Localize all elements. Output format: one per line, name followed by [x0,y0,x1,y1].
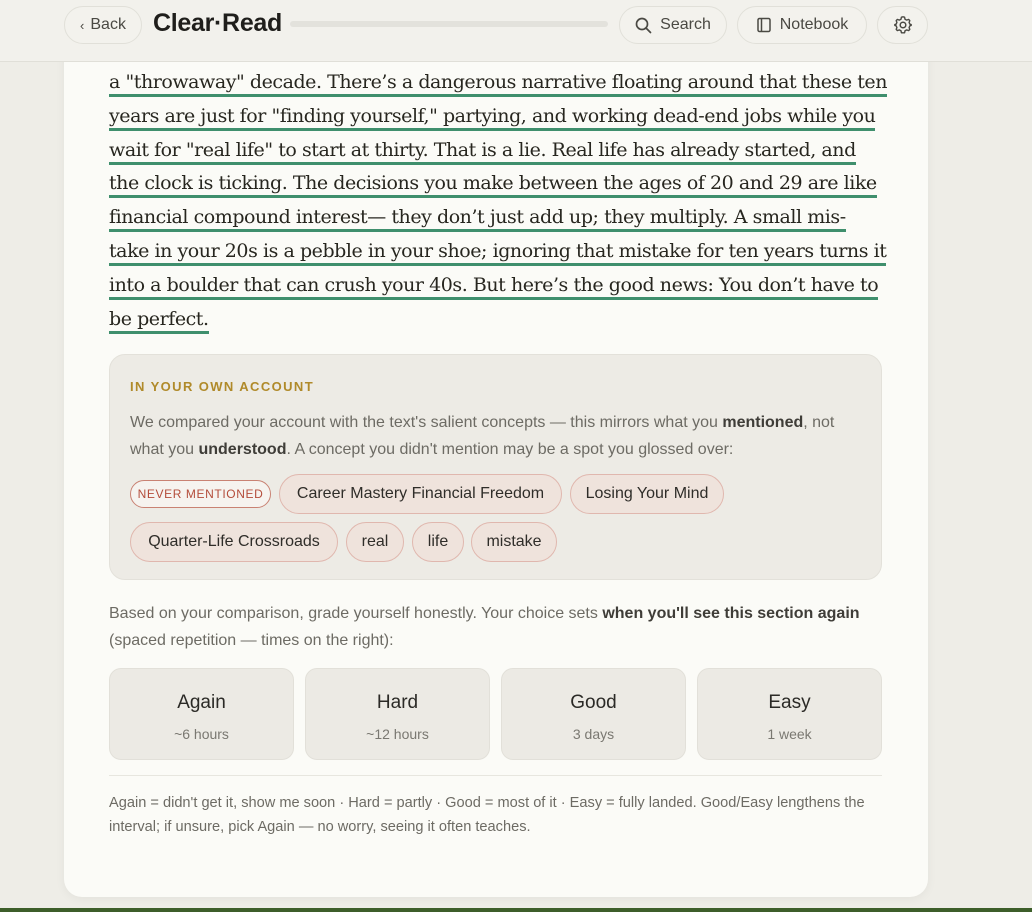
concept-chip[interactable]: Career Mastery Financial Freedom [279,474,562,514]
search-button[interactable] [619,6,727,44]
divider [109,775,882,776]
notebook-icon [756,17,772,33]
concept-chip[interactable]: Losing Your Mind [570,474,724,514]
account-heading: IN YOUR OWN ACCOUNT [130,379,315,394]
app-logo: Clear·Read [153,9,282,37]
passage-line: the clock is ticking. The decisions you make between the ages of 20 and 29 are like [109,167,879,201]
grade-hard-button[interactable] [305,668,490,760]
passage-line: be perfect. [109,303,879,337]
passage-line: financial compound interest— they don’t just add up; they multiply. A small mis- [109,201,879,235]
concept-chip[interactable]: Quarter-Life Crossroads [130,522,338,562]
grade-label: Hard [376,692,419,713]
back-label: Back [90,16,126,33]
grade-good-button[interactable] [501,668,686,760]
reading-progress-bar [290,21,608,27]
grade-label: Easy [768,692,811,713]
passage-line: take in your 20s is a pebble in your shoe; ignoring that mistake for ten years turns it [109,235,879,269]
grade-instructions: Based on your comparison, grade yourself honestly. Your choice sets when you'll see this section again (spaced repetition — times on the right): [109,605,860,649]
concept-chip[interactable]: mistake [471,522,557,562]
bottom-edge [0,908,1032,912]
concept-chip[interactable]: real [346,522,404,562]
passage-line: years are just for "finding yourself," partying, and working dead-end jobs while you [109,100,879,134]
search-label: Search [660,16,711,33]
grade-interval: ~6 hours [174,726,229,742]
grade-legend: Again = didn't get it, show me soon · Hard = partly · Good = most of it · Easy = fully landed. Good/Easy lengthens the interval; if unsure, pick Again — no worry, seeing it often teaches. [109,795,865,835]
grade-label: Again [177,692,226,713]
grade-interval: 1 week [767,726,812,742]
notebook-button[interactable] [737,6,867,44]
concept-chip[interactable]: life [412,522,464,562]
grade-interval: ~12 hours [366,726,429,742]
grade-again-button[interactable] [109,668,294,760]
top-bar [0,0,1032,62]
settings-button[interactable] [877,6,928,44]
notebook-label: Notebook [779,16,849,33]
passage-line: wait for "real life" to start at thirty. That is a lie. Real life has already started, and [109,134,879,168]
gear-icon [893,15,913,35]
passage-line: into a boulder that can crush your 40s. But here’s the good news: You don’t have to [109,269,879,303]
account-description: We compared your account with the text's salient concepts — this mirrors what you mentioned, not what you understood. A concept you didn't mention may be a spot you glossed over: [130,414,835,458]
passage-line: a "throwaway" decade. There’s a dangerous narrative floating around that these ten [109,66,879,100]
never-mentioned-badge: NEVER MENTIONED [130,480,271,508]
grade-label: Good [570,692,617,713]
grade-easy-button[interactable] [697,668,882,760]
grade-interval: 3 days [572,726,615,742]
own-account-panel [109,354,882,580]
passage-text [109,66,887,336]
chevron-left-icon: ‹ [80,17,85,33]
search-icon [635,17,652,34]
back-button[interactable] [64,6,142,44]
